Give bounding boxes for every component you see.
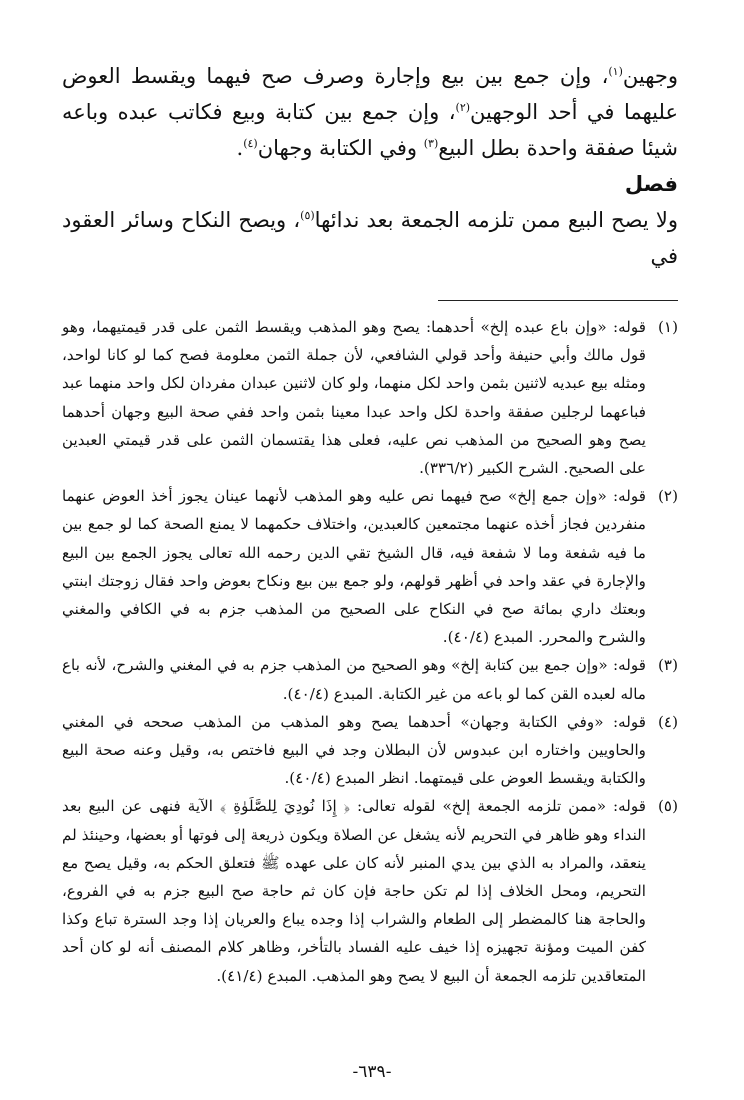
footnote-2: [62, 482, 678, 651]
footnote-number: (٤): [657, 712, 678, 731]
footnote-ref-3[interactable]: (٣): [423, 137, 439, 150]
footnote-separator: [438, 300, 678, 301]
footnote-number: (٣): [657, 656, 678, 675]
footnote-ref-5[interactable]: (٥): [300, 209, 315, 222]
footnote-text: قوله: «وفي الكتابة وجهان» أحدهما يصح وهو المذهب من المذهب صححه في المغني والحاويين واختاره ابن عبدوس لأن البطلان وجد في البيع فاختص به، وقيل وعنه صحة البيع والكتابة ويقسط العوض على قيمتهما. انظر المبدع (٤٠/٤).: [62, 712, 646, 788]
footnote-1: [62, 313, 678, 482]
text-span: .: [236, 136, 244, 160]
footnote-ref-4[interactable]: (٤): [243, 137, 258, 150]
footnote-text: قوله: «وإن جمع إلخ» صح فيهما نص عليه وهو المذهب لأنهما عينان يجوز أخذ العوض عنهما منفردين فجاز أخذه عنهما مجتمعين كالعبدين، واختلاف حكمهما لا يمنع الصحة كما لو جمع بين ما فيه شفعة وما لا شفعة فيه، قال الشيخ تقي الدين رحمه الله تعالى يجوز الجمع بين البيع والإجارة في عقد واحد في أظهر قولهم، ولو جمع بين بيع ونكاح بعوض واحد فقال زوجتك ابنتي وبعتك داري بمائة صح في النكاح على الصحيح من المذهب جزم به في الكافي والمغني والشرح والمحرر. المبدع (٤٠/٤).: [62, 487, 646, 647]
text-span: ، وإن جمع بين بيع وإجارة وصرف صح فيهما ويقسط العوض عليهما في أحد الوجهين: [62, 64, 679, 124]
footnote-4: [62, 708, 678, 793]
footnote-text: قوله: «وإن جمع بين كتابة إلخ» وهو الصحيح من المذهب جزم به في المغني والشرح، لأنه باع ماله لعبده القن كما لو باعه من غير الكتابة. المبدع (٤٠/٤).: [62, 656, 646, 703]
footnote-ref-1[interactable]: (١): [608, 65, 623, 78]
footnote-3: [62, 651, 678, 707]
text-span: وجهين: [622, 64, 678, 88]
text-span: ، وإن جمع بين كتابة وبيع فكاتب عبده وباعه شيئا صفقة واحدة بطل البيع: [62, 100, 678, 160]
footnote-number: (٥): [657, 797, 678, 816]
main-paragraph-1: [62, 58, 678, 166]
text-span: وفي الكتابة وجهان: [257, 136, 424, 160]
footnote-text: قوله: «ممن تلزمه الجمعة إلخ» لقوله تعالى: ﴿ إِذَا نُودِيَ لِلصَّلَوٰةِ ﴾ الآية فنهى عن البيع بعد النداء وهو ظاهر في التحريم لأنه يشغل عن الصلاة ويكون ذريعة إلى فوتها أو بعضها، وحينئذ لم ينعقد، والمراد به الذي بين يدي المنبر لأنه كان على عهده ﷺ فتعلق الحكم به، وقيل يصح مع التحريم، ومحل الخلاف إذا لم تكن حاجة فإن كان ثم حاجة صح البيع جزم به في الفروع، والحاجة هنا كالمضطر إلى الطعام والشراب إذا وجده يباع والعريان إذا وجد السترة تباع وكذا كفن الميت ومؤنة تجهيزه إذا خيف عليه الفساد بالتأخر، وظاهر كلام المصنف أنه لو كان أحد المتعاقدين تلزمه الجمعة أن البيع لا يصح وهو المذهب. المبدع (٤١/٤).: [62, 797, 646, 985]
page-body: [62, 58, 678, 990]
main-text: [62, 58, 678, 274]
text-span: ، ويصح النكاح وسائر العقود في: [62, 208, 678, 268]
footnotes: [62, 313, 678, 990]
section-heading: فصل: [624, 172, 678, 196]
footnote-number: (٢): [657, 487, 678, 506]
main-paragraph-2: [62, 202, 678, 274]
footnote-ref-2[interactable]: (٢): [455, 101, 471, 114]
text-span: ولا يصح البيع ممن تلزمه الجمعة بعد ندائها: [314, 208, 678, 232]
footnote-number: (١): [657, 318, 678, 336]
footnote-text: قوله: «وإن باع عبده إلخ» أحدهما: يصح وهو المذهب ويقسط الثمن على قدر قيمتيهما، وهو قول مالك وأبي حنيفة وأحد قولي الشافعي، لأن جملة الثمن معلومة فصح كما لو كانا لواحد، ومثله بيع عبديه لاثنين بثمن واحد لكل منهما، ولو كان لاثنين عبدان مفردان لكل واحد منهما عبد فباعهما لرجلين صفقة واحدة لكل واحد عبدا معينا بثمن واحد ففي صحة البيع وجهان أحدهما يصح وهو الصحيح من المذهب نص عليه، فعلى هذا يقتسمان الثمن على قدر قيمتي العبدين على الصحيح. الشرح الكبير (٣٣٦/٢).: [62, 318, 646, 478]
page-number: -٦٣٩-: [352, 1062, 392, 1082]
footnote-5: [62, 792, 678, 989]
